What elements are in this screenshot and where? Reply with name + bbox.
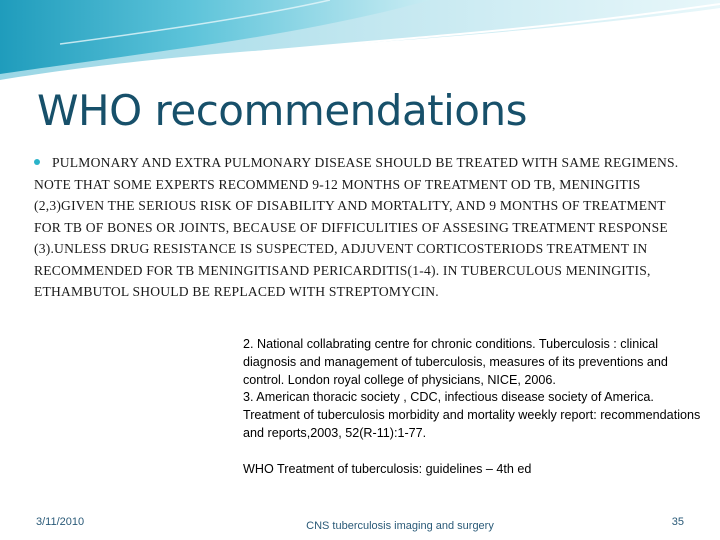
references-block	[243, 336, 708, 478]
bullet-paragraph	[34, 152, 684, 303]
footer-date: 3/11/2010	[36, 516, 85, 528]
page-number: 35	[671, 516, 684, 528]
bullet-text: PULMONARY AND EXTRA PULMONARY DISEASE SHOULD BE TREATED WITH SAME REGIMENS. NOTE THAT SOME EXPERTS RECOMMEND 9-12 MONTHS OF TREATMENT OD TB, MENINGITIS (2,3)GIVEN THE SERIOUS RISK OF DISABILITY AND MORTALITY, AND 9 MONTHS OF TREATMENT FOR TB OF BONES OR JOINTS, BECAUSE OF DIFFICULITIES OF ASSESING TREATMENT RESPONSE (3).UNLESS DRUG RESISTANCE IS SUSPECTED, ADJUVENT CORTICOSTERIODS TREATMENT IN RECOMMENDED FOR TB MENINGITISAND PERICARDITIS(1-4). IN TUBERCULOUS MENINGITIS, ETHAMBUTOL SHOULD BE REPLACED WITH STREPTOMYCIN.	[34, 155, 679, 299]
reference-item: WHO Treatment of tuberculosis: guidelines – 4th ed	[243, 461, 532, 476]
slide-title: WHO recommendations	[37, 86, 528, 135]
header-wave-decoration	[0, 0, 720, 90]
reference-item: 2. National collabrating centre for chronic conditions. Tuberculosis : clinical diagnosis and management of tuberculosis, measures of its preventions and control. London royal college of physicians, NICE, 2006.	[243, 337, 668, 387]
reference-item: 3. American thoracic society , CDC, infectious disease society of America. Treatment of tuberculosis morbidity and mortality weekly report: recommendations and reports,2003, 52(R-11):1-77.	[243, 390, 701, 440]
footer-title: CNS tuberculosis imaging and surgery	[306, 520, 494, 532]
bullet-icon	[34, 159, 40, 165]
